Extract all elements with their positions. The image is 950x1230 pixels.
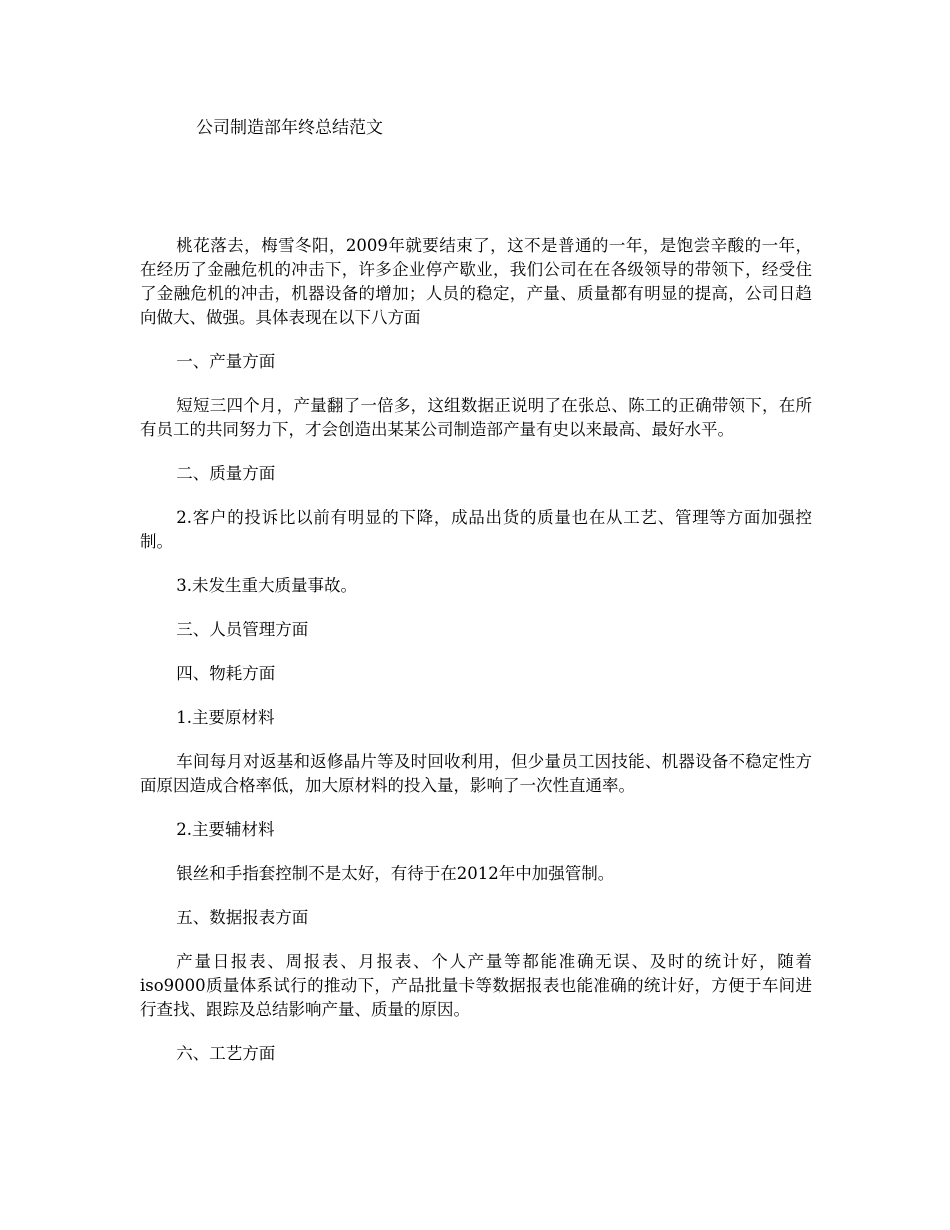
materials-subheading-2: 2.主要辅材料 — [176, 820, 275, 839]
intro-paragraph: 桃花落去，梅雪冬阳，2009年就要结束了，这不是普通的一年，是饱尝辛酸的一年，在经历了金融危机的冲击下，许多企业停产歇业，我们公司在在各级领导的带领下，经受住了金融危机的冲击，机器设备的增加；人员的稳定，产量、质量都有明显的提高，公司日趋向做大、做强。具体表现在以下八方面 — [140, 236, 812, 327]
reports-paragraph: 产量日报表、周报表、月报表、个人产量等都能准确无误、及时的统计好，随着iso9000质量体系试行的推动下，产品批量卡等数据报表也能准确的统计好，方便于车间进行查找、跟踪及总结影响产量、质量的原因。 — [140, 952, 812, 1019]
materials-paragraph-2: 银丝和手指套控制不是太好，有待于在2012年中加强管制。 — [176, 864, 615, 883]
document-title: 公司制造部年终总结范文 — [196, 118, 383, 138]
quality-item-3: 3.未发生重大质量事故。 — [176, 576, 358, 595]
section-heading-quality: 二、质量方面 — [176, 464, 276, 483]
materials-paragraph-1: 车间每月对返基和返修晶片等及时回收利用，但少量员工因技能、机器设备不稳定性方面原因造成合格率低，加大原材料的投入量，影响了一次性直通率。 — [140, 752, 812, 795]
section-heading-output: 一、产量方面 — [176, 352, 276, 371]
section-heading-materials: 四、物耗方面 — [176, 664, 276, 683]
document-body — [140, 234, 812, 1086]
output-paragraph: 短短三四个月，产量翻了一倍多，这组数据正说明了在张总、陈工的正确带领下，在所有员工的共同努力下，才会创造出某某公司制造部产量有史以来最高、最好水平。 — [140, 396, 812, 439]
materials-subheading-1: 1.主要原材料 — [176, 708, 275, 727]
section-heading-process: 六、工艺方面 — [176, 1044, 276, 1063]
section-heading-reports: 五、数据报表方面 — [176, 908, 309, 927]
section-heading-personnel: 三、人员管理方面 — [176, 620, 309, 639]
quality-item-2: 2.客户的投诉比以前有明显的下降，成品出货的质量也在从工艺、管理等方面加强控制。 — [140, 508, 812, 551]
